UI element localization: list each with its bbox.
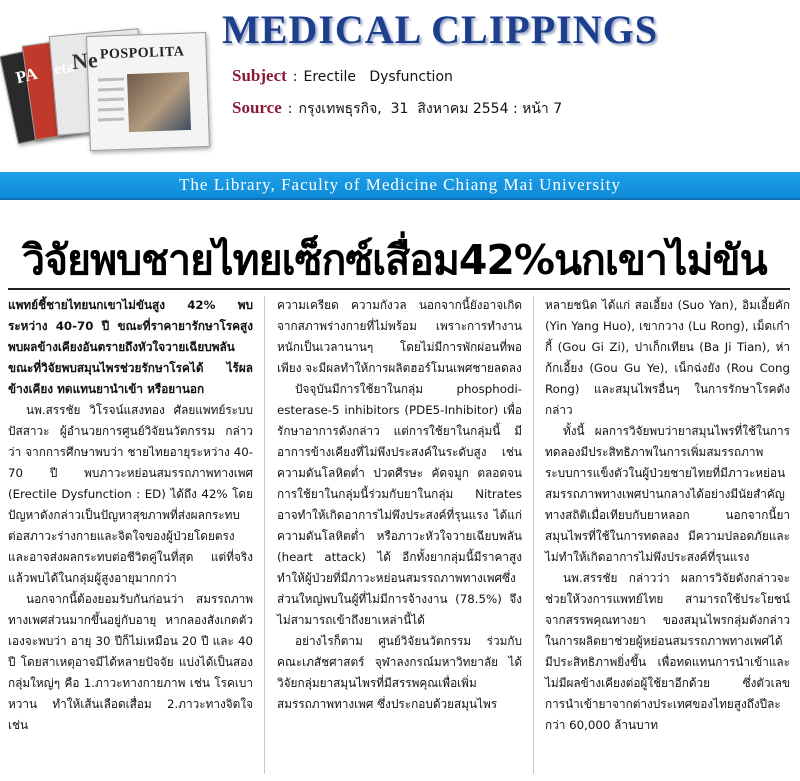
headline-divider [8,288,790,290]
article-column-2 [277,295,522,715]
article-column-3 [545,295,790,736]
subject-value: Erectile Dysfunction [303,69,453,85]
subject-row: Subject : Erectile Dysfunction [232,66,453,85]
newspaper-stack-image [8,18,218,158]
subject-label: Subject [232,66,287,85]
article-paragraph: นพ.สรรชัย วิโรจน์แสงทอง ศัลยแพทย์ระบบปัสสาวะ ผู้อำนวยการศูนย์วิจัยนวัตกรรม กล่าวว่า จากการศึกษาพบว่า ชายไทยอายุระหว่าง 40-70 ปี พบภาวะหย่อนสมรรถภาพทางเพศ (Erectile Dysfunction : ED) ได้ถึง 42% โดยปัญหาดังกล่าวเป็นปัญหาสุขภาพที่ส่งผลกระทบต่อสภาวะร่างกายและจิตใจของผู้ป่วยโดยตรง และอาจส่งผลกระทบต่อชีวิตคู่ในที่สุด แต่ที่จริงแล้วพบได้ในกลุ่มผู้สูงอายุมากกว่า [8,403,253,585]
article-paragraph: นพ.สรรชัย กล่าวว่า ผลการวิจัยดังกล่าวจะช่วยให้วงการแพทย์ไทย สามารถใช้ประโยชน์จากสรรพคุณทางยา ของสมุนไพรกลุ่มดังกล่าว ในการผลิตยาช่วยผู้หย่อนสมรรถภาพทางเพศได้มีประสิทธิภาพยิ่งขึ้น เพื่อทดแทนการนำเข้าและไม่มีผลข้างเคียงต่อผู้ใช้ยาอีกด้วย ซึ่งตัวเลขการนำเข้ายาจากต่างประเทศของไทยสูงถึงปีละกว่า 60,000 ล้านบาท [545,571,790,732]
masthead-4: POSPOLITA [99,44,185,63]
clipping-header [0,0,800,172]
article-paragraph: อย่างไรก็ตาม ศูนย์วิจัยนวัตกรรม ร่วมกับคณะเภสัชศาสตร์ จุฬาลงกรณ์มหาวิทยาลัย ได้วิจัยกลุ่มยาสมุนไพรที่มีสรรพคุณเพื่อเพิ่มสมรรถภาพทางเพศ ซึ่งประกอบด้วยสมุนไพร [277,634,522,711]
article-paragraph: ความเครียด ความกังวล นอกจากนี้ยังอาจเกิดจากสภาพร่างกายที่ไม่พร้อม เพราะการทำงานหนักเป็นเวลานานๆ โดยไม่มีการพักผ่อนที่พอเพียง จะมีผลทำให้การผลิตฮอร์โมนเพศชายลดลง [277,298,522,375]
column-divider [533,296,534,774]
article-paragraph: ปัจจุบันมีการใช้ยาในกลุ่ม phosphodi-esterase-5 inhibitors (PDE5-Inhibitor) เพื่อรักษาอาการดังกล่าว แต่การใช้ยาในกลุ่มนี้ มีอาการข้างเคียงที่ไม่พึงประสงค์ในระดับสูง เช่น ความดันโลหิตต่ำ ปวดศีรษะ คัดจมูก ตลอดจนการใช้ยาในกลุ่มนี้ร่วมกับยาในกลุ่ม Nitrates อาจทำให้เกิดอาการไม่พึงประสงค์ที่รุนแรง ได้แก่ ความดันโลหิตต่ำ หรือภาวะหัวใจวายเฉียบพลัน (heart attack) ได้ อีกทั้งยากลุ่มนี้มีราคาสูง ทำให้ผู้ป่วยที่มีภาวะหย่อนสมรรถภาพทางเพศซึ่งส่วนใหญ่พบในผู้ที่ไม่มีการจ้างงาน (78.5%) จึงไม่สามารถเข้าถึงยาเหล่านี้ได้ [277,382,522,627]
newspaper-photo [127,72,191,132]
article-paragraph: นอกจากนี้ต้องยอมรับกันก่อนว่า สมรรถภาพทางเพศส่วนมากขึ้นอยู่กับอายุ หากลองสังเกตตัวเองจะพบว่า อายุ 30 ปีก็ไม่เหมือน 20 ปี และ 40 ปี โดยสาเหตุอาจมีได้หลายปัจจัย แบ่งได้เป็นสองกลุ่มใหญ่ๆ คือ 1.ภาวะทางกายภาพ เช่น โรคเบาหวาน ทำให้เส้นเลือดเสื่อม 2.ภาวะทางจิตใจ เช่น [8,592,253,732]
source-row: Source : กรุงเทพธุรกิจ, 31 สิงหาคม 2554 : หน้า 7 [232,98,563,117]
masthead-3: Ne [70,46,99,75]
article-headline: วิจัยพบชายไทยเซ็กซ์เสื่อม42%นกเขาไม่ขัน [22,236,767,284]
article-column-1 [8,295,253,736]
article-paragraph: แพทย์ชี้ชายไทยนกเขาไม่ขันสูง 42% พบระหว่าง 40-70 ปี ขณะที่ราคายารักษาโรคสูง พบผลข้างเคียงอันตรายถึงหัวใจวายเฉียบพลัน ขณะที่วิจัยพบสมุนไพรช่วยรักษาโรคได้ ไร้ผลข้างเคียง ทดแทนยานำเข้า หรือยานอก [8,298,253,396]
article-paragraph: หลายชนิด ได้แก่ สอเอี้ยง (Suo Yan), อิมเอี้ยคัก (Yin Yang Huo), เขากวาง (Lu Rong), เม็ดเก๋ากี้ (Gou Gi Zi), ปาเก็กเทียน (Ba Ji Tian), ห่าก้กเอี้ยง (Gou Gu Ye), เน็กฉ่งยัง (Rou Cong Rong) และสมุนไพรอื่นๆ ในการรักษาโรคดังกล่าว [545,298,790,417]
clippings-title: MEDICAL CLIPPINGS [222,7,658,52]
masthead-2: eta [52,58,76,79]
library-banner [0,172,800,200]
source-value: กรุงเทพธุรกิจ, 31 สิงหาคม 2554 : หน้า 7 [298,101,563,117]
article-paragraph: ทั้งนี้ ผลการวิจัยพบว่ายาสมุนไพรที่ใช้ในการทดลองมีประสิทธิภาพในการเพิ่มสมรรถภาพระบบการแข็งตัวในผู้ป่วยชายไทยที่มีภาวะหย่อนสมรรถภาพทางเพศปานกลางได้อย่างมีนัยสำคัญทางสถิติเมื่อเทียบกับยาหลอก นอกจากนี้ยาสมุนไพรที่ใช้ในการทดลอง มีความปลอดภัยและไม่ทำให้เกิดอาการไม่พึงประสงค์ที่รุนแรง [545,424,790,564]
library-banner-text: The Library, Faculty of Medicine Chiang Mai University [179,175,621,194]
source-label: Source [232,98,282,117]
column-divider [264,296,265,774]
masthead-1: PA [13,63,40,88]
